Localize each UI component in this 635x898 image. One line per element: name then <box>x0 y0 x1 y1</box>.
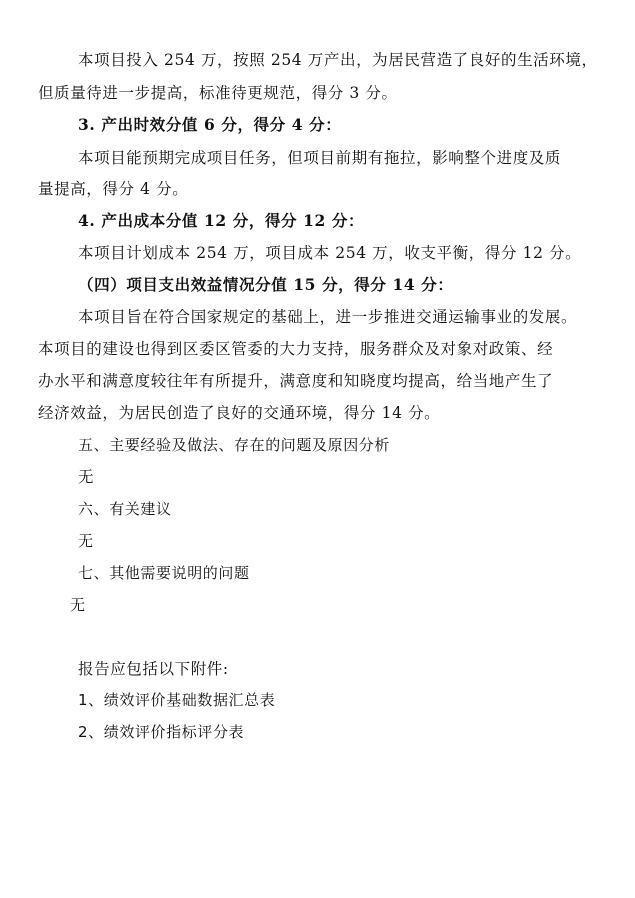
paragraph-line: 本项目的建设也得到区委区管委的大力支持，服务群众及对象对政策、经 <box>38 340 554 358</box>
paragraph-line: 本项目投入 254 万，按照 254 万产出，为居民营造了良好的生活环境， <box>78 51 598 69</box>
paragraph-line: 量提高，得分 4 分。 <box>38 180 189 198</box>
section-heading-cost: 4. 产出成本分值 12 分，得分 12 分： <box>78 211 365 230</box>
paragraph-line: 办水平和满意度较往年有所提升，满意度和知晓度均提高，给当地产生了 <box>38 372 554 390</box>
section-body-5: 无 <box>78 468 95 486</box>
paragraph-line: 本项目能预期完成项目任务，但项目前期有拖拉，影响整个进度及质 <box>78 149 562 167</box>
section-body-7: 无 <box>70 596 86 614</box>
section-heading-5: 五、主要经验及做法、存在的问题及原因分析 <box>78 436 391 454</box>
attachment-item-2: 2、绩效评价指标评分表 <box>78 723 245 741</box>
section-heading-timeliness: 3. 产出时效分值 6 分，得分 4 分： <box>78 115 342 134</box>
section-heading-benefit: （四）项目支出效益情况分值 15 分，得分 14 分： <box>78 275 454 294</box>
section-heading-7: 七、其他需要说明的问题 <box>78 564 250 582</box>
section-heading-6: 六、有关建议 <box>78 500 172 518</box>
attachments-intro: 报告应包括以下附件: <box>78 660 229 678</box>
paragraph-line: 本项目旨在符合国家规定的基础上，进一步推进交通运输事业的发展。 <box>78 308 578 326</box>
paragraph-line: 本项目计划成本 254 万，项目成本 254 万，收支平衡，得分 12 分。 <box>78 244 582 262</box>
attachment-item-1: 1、绩效评价基础数据汇总表 <box>78 691 276 709</box>
paragraph-line: 经济效益，为居民创造了良好的交通环境，得分 14 分。 <box>38 404 441 422</box>
section-body-6: 无 <box>78 532 94 550</box>
paragraph-line: 但质量待进一步提高，标准待更规范，得分 3 分。 <box>38 84 398 102</box>
